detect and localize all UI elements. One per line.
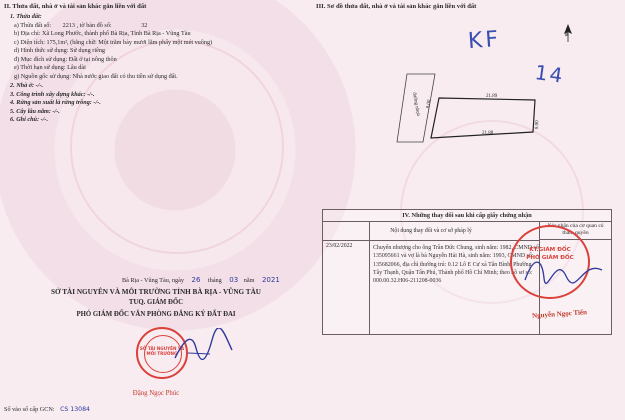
dimension-bottom: 21.88 [482,131,494,136]
issuing-agency: SỞ TÀI NGUYÊN VÀ MÔI TRƯỜNG TỈNH BÀ RỊA - VŨNG TÀU [50,288,261,296]
item2-house: 2. Nhà ở: -/-. [10,82,44,89]
serial-line: Số vào số cấp GCN: CS 13084 [4,406,90,413]
usage-origin-line: g) Nguồn gốc sử dụng: Nhà nước giao đất có thu tiền sử dụng đất. [14,72,178,80]
confirm-column-header: Xác nhận của cơ quan có thẩm quyền [540,221,611,240]
usage-form-line: d) Hình thức sử dụng: Sử dụng riêng [14,47,106,54]
change-column-header: Nội dung thay đổi và cơ sở pháp lý [323,221,539,241]
section-ii-title: II. Thửa đất, nhà ở và tài sản khác gắn liền với đất [4,3,147,10]
left-signer-name: Đặng Ngọc Phúc [132,390,180,397]
item3-construction: 3. Công trình xây dựng khác: -/-. [10,90,95,98]
item1-label: 1. Thửa đất: [10,13,42,20]
section-iii-title: III. Sơ đồ thửa đất, nhà ở và tài sản khác gắn liền với đất [316,3,477,10]
item6-note: 6. Ghi chú: -/-. [10,116,48,123]
issue-date-line: Bà Rịa - Vũng Tàu, ngày 26 tháng 03 năm 2021 [122,276,280,284]
usage-purpose-line: đ) Mục đích sử dụng: Đất ở tại nông thôn [14,55,117,63]
red-seal-left: SỞ TÀI NGUYÊN VÀ MÔI TRƯỜNG [136,327,188,379]
signature-right [520,250,610,295]
change-description: Chuyển nhượng cho ông Trần Đức Chung, sinh năm: 1982, CMND số: 135095661 và vợ là bà Nguyễn Hải Hà, sinh năm: 1993, CMND số: 135682066, địa chỉ thường trú: 0.12 Lô E Cư xá Tân Bình, Phường Tây Thạnh, Quận Tân Phú, Thành phố Hồ Chí Minh; theo hồ sơ số: 000.00.32.H06-211208-0036 [373,245,541,285]
signature-left [170,328,240,368]
dimension-left: 8.00 [426,99,433,109]
authorization-line: TUQ. GIÁM ĐỐC [128,299,184,306]
handwritten-note-kf: KF [467,26,502,55]
deputy-director-title: PHÓ GIÁM ĐỐC VĂN PHÒNG ĐĂNG KÝ ĐẤT ĐAI [76,311,236,318]
handwritten-note-14: 14 [533,60,566,88]
north-arrow [561,22,575,44]
item5-perennial: 5. Cây lâu năm: -/-. [10,107,60,115]
item4-forest: 4. Rừng sản xuất là rừng trồng: -/-. [10,99,101,106]
dimension-top: 21.89 [486,94,498,99]
dimension-right: 8.00 [535,120,541,130]
land-plot-number: a) Thửa đất số: 2213 , tờ bản đồ số: 32 [14,22,148,29]
change-date: 23/02/2022 [326,243,353,249]
area-line: c) Diện tích: 175,1m², (bằng chữ: Một trăm bảy mươi lăm phẩy một mét vuông) [14,38,213,46]
road-label: đường nhựa [411,92,421,117]
north-letter: B [565,32,569,38]
right-signer-name: Nguyễn Ngọc Tiến [531,308,588,320]
address-line: b) Địa chỉ: Xã Long Phước, thành phố Bà Rịa, Tỉnh Bà Rịa - Vũng Tàu [14,30,191,37]
changes-title: IV. Những thay đổi sau khi cấp giấy chứng nhận [323,210,611,222]
red-seal-right: KT.GIÁM ĐỐC PHÓ GIÁM ĐỐC [510,225,590,299]
usage-term-line: e) Thời hạn sử dụng: Lâu dài [14,64,86,71]
